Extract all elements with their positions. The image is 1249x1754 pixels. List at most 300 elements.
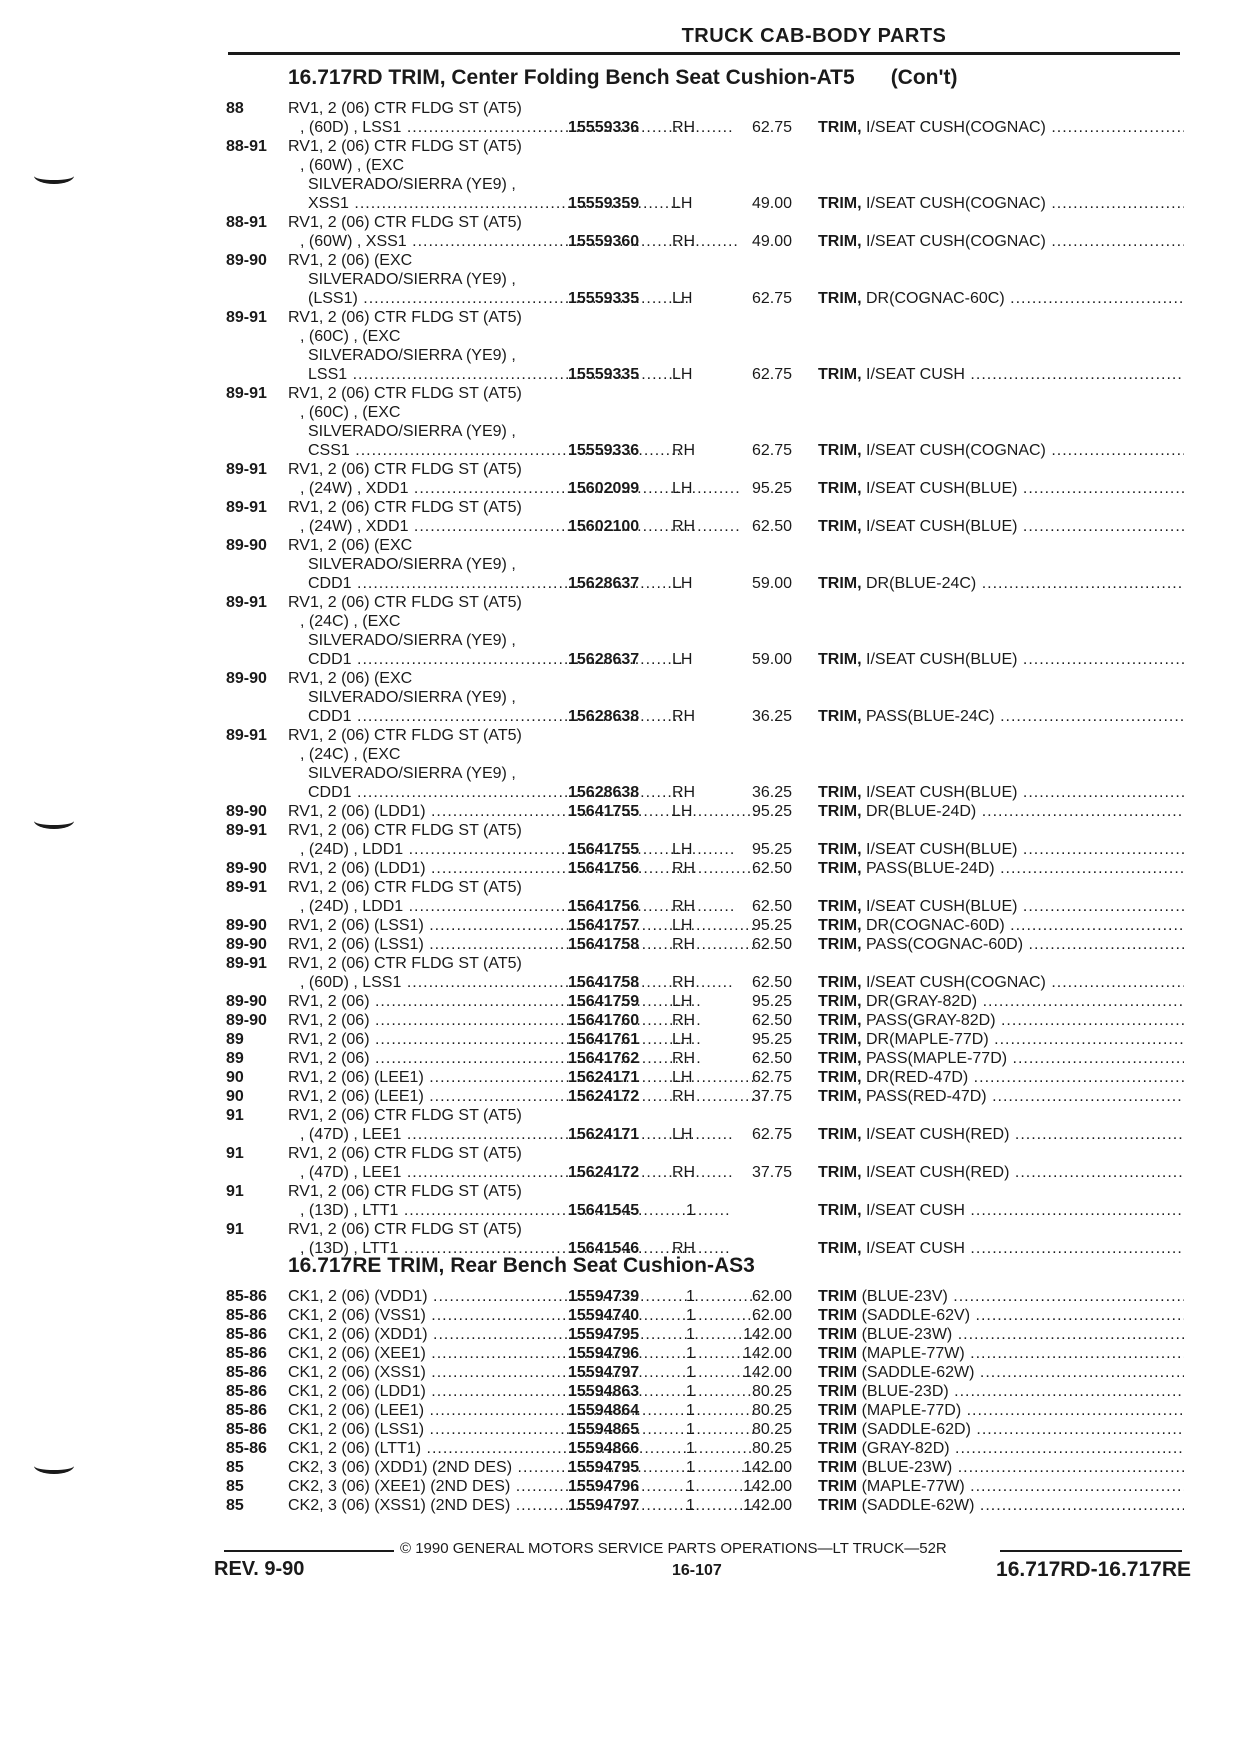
usage-text: RV1, 2 (06) CTR FLDG ST (AT5) — [288, 1221, 522, 1238]
usage-text: SILVERADO/SIERRA (YE9) , — [308, 271, 516, 288]
model-year: 89-91 — [226, 879, 267, 896]
part-number: 15641758 — [568, 936, 640, 953]
part-name-detail: (BLUE-23D) ..... — [862, 1383, 1184, 1400]
usage-description — [288, 137, 784, 156]
part-name-bold: TRIM — [818, 1402, 858, 1419]
usage-text: RV1, 2 (06) CTR FLDG ST (AT5) — [288, 727, 522, 744]
part-number: 15628637 — [568, 651, 640, 668]
part-number: 15594795 — [568, 1459, 640, 1476]
part-name-detail: (SADDLE-62V) ..... — [862, 1307, 1184, 1324]
part-name-detail: (SADDLE-62D) ..... — [862, 1421, 1184, 1438]
table-row-continuation — [226, 821, 1184, 840]
usage-description — [308, 764, 784, 783]
part-name-bold: TRIM, — [818, 708, 862, 725]
part-number: 15641545 — [568, 1202, 640, 1219]
table-row-continuation — [226, 498, 1184, 517]
quantity-side: 1 — [686, 1288, 695, 1305]
table-row — [226, 289, 1184, 308]
part-name — [818, 992, 1184, 1011]
usage-text: RV1, 2 (06) CTR FLDG ST (AT5) — [288, 138, 522, 155]
part-name — [818, 1363, 1184, 1382]
part-number: 15641755 — [568, 803, 640, 820]
usage-text: SILVERADO/SIERRA (YE9) , — [308, 423, 516, 440]
part-name-detail: DR(GRAY-82D) ..... — [866, 993, 1184, 1010]
model-year: 85-86 — [226, 1383, 267, 1400]
quantity-side: RH — [672, 518, 696, 535]
usage-description — [308, 270, 784, 289]
quantity-side: 1 — [686, 1307, 695, 1324]
quantity-side: LH — [672, 917, 693, 934]
part-number: 15628637 — [568, 575, 640, 592]
price: 37.75 — [751, 1088, 792, 1105]
part-name-bold: TRIM, — [818, 936, 862, 953]
table-row — [226, 365, 1184, 384]
section-continued-label: (Con't) — [890, 66, 958, 89]
price: 62.00 — [751, 1307, 792, 1324]
table-row-continuation — [226, 308, 1184, 327]
usage-description — [288, 384, 784, 403]
price: 62.50 — [751, 1012, 792, 1029]
part-name — [818, 365, 1184, 384]
table-row — [226, 118, 1184, 137]
price: 49.00 — [751, 195, 792, 212]
part-name — [818, 1477, 1184, 1496]
price: 62.50 — [751, 898, 792, 915]
part-name — [818, 1125, 1184, 1144]
part-name-bold: TRIM, — [818, 1126, 862, 1143]
price: 62.75 — [751, 119, 792, 136]
part-number: 15641759 — [568, 993, 640, 1010]
part-number: 15594866 — [568, 1440, 640, 1457]
price: 142.00 — [743, 1364, 792, 1381]
part-number: 15559336 — [568, 119, 640, 136]
part-name-bold: TRIM — [818, 1383, 858, 1400]
table-row — [226, 1401, 1184, 1420]
price: 142.00 — [743, 1345, 792, 1362]
model-year: 89 — [226, 1050, 244, 1067]
usage-description — [288, 1220, 784, 1239]
usage-text: RV1, 2 (06) CTR FLDG ST (AT5) — [288, 594, 522, 611]
price: 80.25 — [751, 1383, 792, 1400]
model-year: 91 — [226, 1183, 244, 1200]
price: 62.50 — [751, 974, 792, 991]
table-row-continuation — [226, 593, 1184, 612]
usage-text: , (24W) , XDD1 ..... — [300, 480, 741, 497]
part-name — [818, 1420, 1184, 1439]
part-number: 15594797 — [568, 1497, 640, 1514]
part-name-bold: TRIM, — [818, 575, 862, 592]
usage-text: RV1, 2 (06) CTR FLDG ST (AT5) — [288, 385, 522, 402]
model-year: 91 — [226, 1107, 244, 1124]
usage-text: RV1, 2 (06) CTR FLDG ST (AT5) — [288, 1183, 522, 1200]
price: 95.25 — [751, 480, 792, 497]
model-year: 90 — [226, 1088, 244, 1105]
part-name — [818, 441, 1184, 460]
part-name-detail: I/SEAT CUSH(BLUE) ..... — [866, 784, 1184, 801]
usage-description — [288, 669, 784, 688]
table-row-continuation — [226, 422, 1184, 441]
part-number: 15628638 — [568, 708, 640, 725]
part-number: 15641756 — [568, 860, 640, 877]
quantity-side: RH — [672, 233, 696, 250]
part-name — [818, 1163, 1184, 1182]
quantity-side: LH — [672, 803, 693, 820]
price: 62.00 — [751, 1288, 792, 1305]
part-name-detail: PASS(COGNAC-60D) ..... — [866, 936, 1184, 953]
table-row-continuation — [226, 403, 1184, 422]
part-name-bold: TRIM, — [818, 518, 862, 535]
part-name-detail: I/SEAT CUSH(BLUE) ..... — [866, 480, 1184, 497]
part-number: 15594796 — [568, 1345, 640, 1362]
table-row — [226, 194, 1184, 213]
table-row — [226, 650, 1184, 669]
usage-text: , (60W) , (EXC — [300, 157, 405, 174]
part-name — [818, 1325, 1184, 1344]
usage-text: CK1, 2 (06) (LEE1) ..... — [288, 1402, 756, 1419]
part-name — [818, 1049, 1184, 1068]
quantity-side: 1 — [686, 1421, 695, 1438]
part-name — [818, 574, 1184, 593]
price: 95.25 — [751, 841, 792, 858]
part-name — [818, 840, 1184, 859]
part-name-bold: TRIM — [818, 1478, 858, 1495]
usage-description — [300, 612, 784, 631]
usage-description — [288, 821, 784, 840]
usage-text: , (24C) , (EXC — [300, 746, 401, 763]
part-name-detail: PASS(BLUE-24D) ..... — [866, 860, 1184, 877]
quantity-side: 1 — [686, 1478, 695, 1495]
usage-text: , (24W) , XDD1 ..... — [300, 518, 741, 535]
part-number: 15641758 — [568, 974, 640, 991]
part-number: 15594739 — [568, 1288, 640, 1305]
usage-description — [288, 1106, 784, 1125]
part-name-detail: I/SEAT CUSH ..... — [866, 1240, 1184, 1257]
usage-description — [288, 308, 784, 327]
model-year: 89-90 — [226, 917, 267, 934]
usage-text: RV1, 2 (06) ..... — [288, 1012, 702, 1029]
table-row — [226, 1125, 1184, 1144]
table-row-continuation — [226, 688, 1184, 707]
table-row — [226, 479, 1184, 498]
table-row-continuation — [226, 669, 1184, 688]
usage-text: RV1, 2 (06) CTR FLDG ST (AT5) — [288, 214, 522, 231]
model-year: 89-91 — [226, 499, 267, 516]
parts-list-rd — [226, 99, 1184, 1258]
part-name-detail: DR(RED-47D) ..... — [866, 1069, 1184, 1086]
part-name — [818, 1496, 1184, 1515]
part-name-bold: TRIM, — [818, 1069, 862, 1086]
model-year: 90 — [226, 1069, 244, 1086]
quantity-side: RH — [672, 784, 696, 801]
price: 36.25 — [751, 708, 792, 725]
table-row — [226, 441, 1184, 460]
part-name-detail: DR(BLUE-24C) ..... — [866, 575, 1184, 592]
table-row — [226, 1201, 1184, 1220]
part-number: 15594796 — [568, 1478, 640, 1495]
punch-hole-mark — [34, 813, 74, 829]
usage-text: , (47D) , LEE1 ..... — [300, 1164, 734, 1181]
part-name — [818, 1201, 1184, 1220]
page-title: TRUCK CAB-BODY PARTS — [681, 25, 947, 47]
price: 142.00 — [743, 1478, 792, 1495]
part-name-detail: I/SEAT CUSH(RED) ..... — [866, 1164, 1184, 1181]
price: 62.75 — [751, 366, 792, 383]
part-name-bold: TRIM, — [818, 917, 862, 934]
model-year: 89 — [226, 1031, 244, 1048]
usage-description — [288, 1144, 784, 1163]
model-year: 85-86 — [226, 1364, 267, 1381]
price: 142.00 — [743, 1326, 792, 1343]
part-name-detail: I/SEAT CUSH ..... — [866, 1202, 1184, 1219]
table-row — [226, 1306, 1184, 1325]
part-name — [818, 973, 1184, 992]
table-row — [226, 840, 1184, 859]
table-row-continuation — [226, 631, 1184, 650]
part-name-bold: TRIM, — [818, 119, 862, 136]
part-number: 15641757 — [568, 917, 640, 934]
usage-text: , (60C) , (EXC — [300, 404, 401, 421]
part-name-detail: I/SEAT CUSH(BLUE) ..... — [866, 651, 1184, 668]
part-name-detail: (SADDLE-62W) ..... — [862, 1497, 1184, 1514]
quantity-side: 1 — [686, 1459, 695, 1476]
table-row — [226, 1287, 1184, 1306]
quantity-side: LH — [672, 841, 693, 858]
part-name-detail: DR(COGNAC-60C) ..... — [866, 290, 1184, 307]
usage-description — [308, 688, 784, 707]
usage-description — [288, 878, 784, 897]
part-name — [818, 783, 1184, 802]
usage-text: RV1, 2 (06) CTR FLDG ST (AT5) — [288, 1107, 522, 1124]
model-year: 89-90 — [226, 993, 267, 1010]
quantity-side: 1 — [686, 1326, 695, 1343]
part-number: 15559335 — [568, 290, 640, 307]
part-number: 15641760 — [568, 1012, 640, 1029]
table-row — [226, 1458, 1184, 1477]
part-name-detail: (MAPLE-77D) ..... — [862, 1402, 1184, 1419]
usage-text: , (13D) , LTT1 ..... — [300, 1202, 731, 1219]
usage-text: SILVERADO/SIERRA (YE9) , — [308, 689, 516, 706]
usage-description — [288, 498, 784, 517]
usage-description — [308, 631, 784, 650]
table-row — [226, 1420, 1184, 1439]
table-row — [226, 783, 1184, 802]
model-year: 85-86 — [226, 1288, 267, 1305]
usage-text: , (60C) , (EXC — [300, 328, 401, 345]
model-year: 89-90 — [226, 537, 267, 554]
price: 80.25 — [751, 1402, 792, 1419]
usage-text: SILVERADO/SIERRA (YE9) , — [308, 347, 516, 364]
table-row — [226, 1087, 1184, 1106]
model-year: 88-91 — [226, 214, 267, 231]
usage-text: RV1, 2 (06) (LEE1) ..... — [288, 1069, 756, 1086]
footer-page-number: 16-107 — [672, 1562, 722, 1579]
part-name-detail: I/SEAT CUSH(COGNAC) ..... — [866, 233, 1184, 250]
price: 62.75 — [751, 1126, 792, 1143]
part-name-detail: PASS(GRAY-82D) ..... — [866, 1012, 1184, 1029]
quantity-side: 1 — [686, 1202, 695, 1219]
table-row — [226, 935, 1184, 954]
part-name-bold: TRIM — [818, 1421, 858, 1438]
model-year: 89-90 — [226, 803, 267, 820]
part-name-detail: (BLUE-23W) ..... — [862, 1459, 1184, 1476]
model-year: 85 — [226, 1459, 244, 1476]
part-number: 15559360 — [568, 233, 640, 250]
section-title-re-text: 16.717RE TRIM, Rear Bench Seat Cushion-AS3 — [288, 1254, 755, 1277]
model-year: 89-91 — [226, 822, 267, 839]
usage-description — [308, 422, 784, 441]
table-row — [226, 707, 1184, 726]
table-row — [226, 1163, 1184, 1182]
usage-text: CDD1 ..... — [308, 784, 684, 801]
table-row-continuation — [226, 954, 1184, 973]
part-name-bold: TRIM, — [818, 860, 862, 877]
usage-text: SILVERADO/SIERRA (YE9) , — [308, 556, 516, 573]
part-number: 15641761 — [568, 1031, 640, 1048]
part-name-detail: DR(MAPLE-77D) ..... — [866, 1031, 1184, 1048]
price: 80.25 — [751, 1421, 792, 1438]
part-name — [818, 194, 1184, 213]
table-row-continuation — [226, 137, 1184, 156]
usage-description — [288, 1182, 784, 1201]
usage-text: CK1, 2 (06) (XDD1) ..... — [288, 1326, 760, 1343]
usage-text: RV1, 2 (06) CTR FLDG ST (AT5) — [288, 499, 522, 516]
part-name-detail: I/SEAT CUSH(BLUE) ..... — [866, 841, 1184, 858]
table-row — [226, 1068, 1184, 1087]
usage-text: RV1, 2 (06) CTR FLDG ST (AT5) — [288, 879, 522, 896]
footer-section-range: 16.717RD-16.717RE — [996, 1558, 1191, 1581]
part-name-detail: I/SEAT CUSH(COGNAC) ..... — [866, 442, 1184, 459]
usage-text: RV1, 2 (06) (LDD1) ..... — [288, 860, 758, 877]
usage-text: RV1, 2 (06) (LDD1) ..... — [288, 803, 758, 820]
model-year: 89-91 — [226, 309, 267, 326]
usage-description — [288, 460, 784, 479]
quantity-side: RH — [672, 1164, 696, 1181]
part-number: 15624172 — [568, 1088, 640, 1105]
table-row-continuation — [226, 1144, 1184, 1163]
part-name-bold: TRIM, — [818, 195, 862, 212]
usage-text: CK2, 3 (06) (XEE1) (2ND DES) ..... — [288, 1478, 784, 1495]
part-name — [818, 1087, 1184, 1106]
table-row-continuation — [226, 251, 1184, 270]
usage-text: , (47D) , LEE1 ..... — [300, 1126, 734, 1143]
usage-text: CK1, 2 (06) (XSS1) ..... — [288, 1364, 758, 1381]
part-name — [818, 118, 1184, 137]
usage-description — [288, 726, 784, 745]
price: 95.25 — [751, 1031, 792, 1048]
table-row-continuation — [226, 745, 1184, 764]
part-number: 15624171 — [568, 1069, 640, 1086]
table-row-continuation — [226, 99, 1184, 118]
part-name — [818, 650, 1184, 669]
part-name — [818, 859, 1184, 878]
footer-rule-right — [1000, 1550, 1182, 1552]
price: 37.75 — [751, 1164, 792, 1181]
part-number: 15641546 — [568, 1240, 640, 1257]
usage-text: XSS1 ..... — [308, 195, 681, 212]
model-year: 85-86 — [226, 1326, 267, 1343]
usage-text: , (24C) , (EXC — [300, 613, 401, 630]
usage-text: RV1, 2 (06) (EXC — [288, 537, 413, 554]
part-name — [818, 707, 1184, 726]
usage-description — [308, 346, 784, 365]
model-year: 89-90 — [226, 1012, 267, 1029]
table-row-continuation — [226, 555, 1184, 574]
part-name-detail: I/SEAT CUSH(RED) ..... — [866, 1126, 1184, 1143]
usage-description — [308, 175, 784, 194]
part-name — [818, 802, 1184, 821]
part-name — [818, 1068, 1184, 1087]
part-name-bold: TRIM, — [818, 1202, 862, 1219]
part-name-bold: TRIM, — [818, 784, 862, 801]
punch-hole-mark — [34, 168, 74, 184]
quantity-side: 1 — [686, 1402, 695, 1419]
part-name-detail: DR(BLUE-24D) ..... — [866, 803, 1184, 820]
part-name-bold: TRIM, — [818, 898, 862, 915]
usage-text: CK1, 2 (06) (LTT1) ..... — [288, 1440, 753, 1457]
table-row — [226, 574, 1184, 593]
part-name — [818, 1439, 1184, 1458]
section-title-rd — [288, 66, 957, 90]
quantity-side: LH — [672, 575, 693, 592]
table-row — [226, 1344, 1184, 1363]
price: 95.25 — [751, 993, 792, 1010]
part-number: 15559359 — [568, 195, 640, 212]
table-row — [226, 1477, 1184, 1496]
table-row — [226, 1363, 1184, 1382]
usage-text: RV1, 2 (06) (LSS1) ..... — [288, 936, 756, 953]
quantity-side: RH — [672, 898, 696, 915]
usage-text: CK1, 2 (06) (VDD1) ..... — [288, 1288, 760, 1305]
table-row-continuation — [226, 1220, 1184, 1239]
quantity-side: RH — [672, 936, 696, 953]
model-year: 85-86 — [226, 1440, 267, 1457]
quantity-side: LH — [672, 993, 693, 1010]
part-name-detail: PASS(MAPLE-77D) ..... — [866, 1050, 1184, 1067]
table-row-continuation — [226, 460, 1184, 479]
usage-text: RV1, 2 (06) (EXC — [288, 670, 413, 687]
quantity-side: RH — [672, 860, 696, 877]
part-name-bold: TRIM, — [818, 480, 862, 497]
parts-list-re — [226, 1287, 1184, 1515]
price: 59.00 — [751, 575, 792, 592]
table-row-continuation — [226, 1182, 1184, 1201]
usage-text: RV1, 2 (06) CTR FLDG ST (AT5) — [288, 822, 522, 839]
usage-text: RV1, 2 (06) CTR FLDG ST (AT5) — [288, 955, 522, 972]
part-name — [818, 1382, 1184, 1401]
table-row-continuation — [226, 1106, 1184, 1125]
footer-revision: REV. 9-90 — [214, 1558, 305, 1580]
part-name-detail: I/SEAT CUSH(COGNAC) ..... — [866, 119, 1184, 136]
part-number: 15641756 — [568, 898, 640, 915]
table-row-continuation — [226, 156, 1184, 175]
table-row — [226, 992, 1184, 1011]
model-year: 85 — [226, 1497, 244, 1514]
footer-copyright: © 1990 GENERAL MOTORS SERVICE PARTS OPERATIONS—LT TRUCK—52R — [400, 1540, 947, 1557]
usage-text: , (60D) , LSS1 ..... — [300, 974, 734, 991]
table-row-continuation — [226, 175, 1184, 194]
usage-text: CK2, 3 (06) (XDD1) (2ND DES) ..... — [288, 1459, 784, 1476]
part-name-bold: TRIM, — [818, 1240, 862, 1257]
part-name-bold: TRIM, — [818, 290, 862, 307]
quantity-side: 1 — [686, 1345, 695, 1362]
usage-text: , (60W) , XSS1 ..... — [300, 233, 739, 250]
part-name-bold: TRIM, — [818, 841, 862, 858]
usage-text: , (24D) , LDD1 ..... — [300, 841, 735, 858]
quantity-side: RH — [672, 119, 696, 136]
quantity-side: LH — [672, 480, 693, 497]
part-name-bold: TRIM — [818, 1497, 858, 1514]
usage-description — [300, 745, 784, 764]
